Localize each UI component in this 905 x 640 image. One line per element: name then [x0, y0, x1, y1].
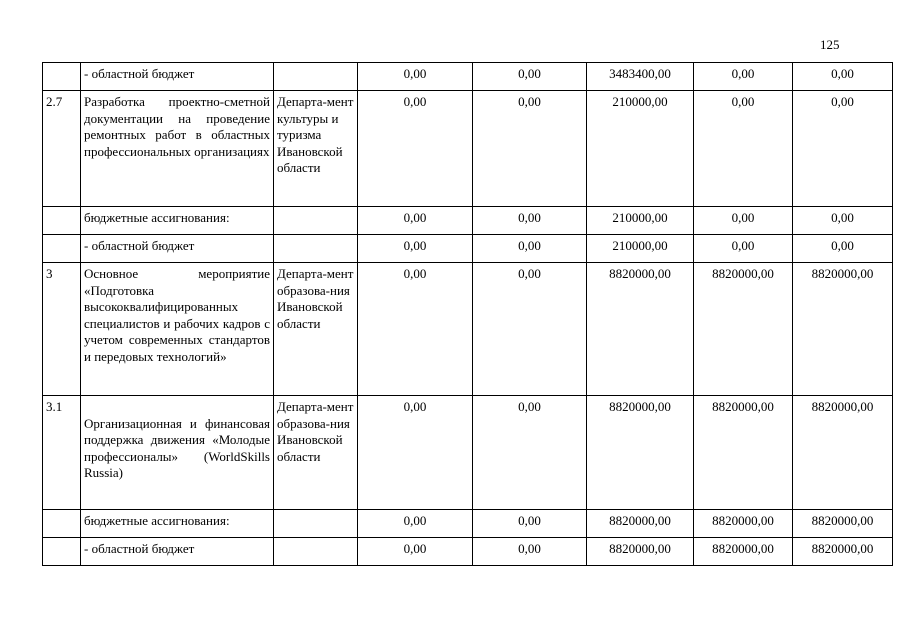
row-executor	[274, 235, 358, 263]
row-value-1: 0,00	[358, 538, 473, 566]
row-value-5: 0,00	[793, 91, 893, 207]
table-row	[43, 91, 893, 207]
row-name: - областной бюджет	[81, 63, 274, 91]
row-value-1: 0,00	[358, 510, 473, 538]
row-value-4: 0,00	[694, 235, 793, 263]
row-number: 2.7	[43, 91, 81, 207]
row-executor: Департа-мент образова-ния Ивановской области	[274, 396, 358, 510]
row-value-1: 0,00	[358, 396, 473, 510]
row-name: Основное мероприятие «Подготовка высококвалифицированных специалистов и рабочих кадров с учетом современных стандартов и передовых технологий»	[81, 263, 274, 396]
row-value-4: 8820000,00	[694, 396, 793, 510]
row-value-4: 8820000,00	[694, 510, 793, 538]
row-number	[43, 510, 81, 538]
row-value-2: 0,00	[473, 396, 587, 510]
row-value-3: 8820000,00	[587, 396, 694, 510]
row-number: 3.1	[43, 396, 81, 510]
row-value-2: 0,00	[473, 63, 587, 91]
row-value-5: 0,00	[793, 235, 893, 263]
row-executor: Департа-мент образова-ния Ивановской области	[274, 263, 358, 396]
table-row	[43, 235, 893, 263]
row-value-3: 210000,00	[587, 207, 694, 235]
row-name: бюджетные ассигнования:	[81, 207, 274, 235]
row-value-2: 0,00	[473, 235, 587, 263]
row-value-2: 0,00	[473, 207, 587, 235]
row-name: Организационная и финансовая поддержка движения «Молодые профессионалы» (WorldSkills Russia)	[81, 396, 274, 510]
table-row	[43, 63, 893, 91]
row-value-2: 0,00	[473, 510, 587, 538]
table-row	[43, 538, 893, 566]
row-value-2: 0,00	[473, 263, 587, 396]
row-value-4: 0,00	[694, 91, 793, 207]
row-value-4: 0,00	[694, 207, 793, 235]
row-name: - областной бюджет	[81, 538, 274, 566]
row-number	[43, 63, 81, 91]
row-value-5: 8820000,00	[793, 538, 893, 566]
row-executor	[274, 538, 358, 566]
row-value-3: 3483400,00	[587, 63, 694, 91]
row-value-3: 8820000,00	[587, 510, 694, 538]
row-value-2: 0,00	[473, 91, 587, 207]
row-value-1: 0,00	[358, 263, 473, 396]
row-value-2: 0,00	[473, 538, 587, 566]
row-value-3: 8820000,00	[587, 263, 694, 396]
row-executor	[274, 510, 358, 538]
page-number: 125	[820, 37, 840, 52]
row-executor	[274, 63, 358, 91]
row-value-4: 8820000,00	[694, 263, 793, 396]
row-value-4: 0,00	[694, 63, 793, 91]
row-name: Разработка проектно-сметной документации на проведение ремонтных работ в областных профессиональных организациях	[81, 91, 274, 207]
table-row	[43, 396, 893, 510]
row-value-1: 0,00	[358, 63, 473, 91]
row-name: бюджетные ассигнования:	[81, 510, 274, 538]
row-executor	[274, 207, 358, 235]
row-value-1: 0,00	[358, 207, 473, 235]
row-value-3: 8820000,00	[587, 538, 694, 566]
row-value-5: 0,00	[793, 207, 893, 235]
row-value-1: 0,00	[358, 91, 473, 207]
row-value-5: 8820000,00	[793, 396, 893, 510]
row-value-1: 0,00	[358, 235, 473, 263]
table-row	[43, 510, 893, 538]
budget-table	[42, 62, 893, 566]
row-number	[43, 207, 81, 235]
table-row	[43, 263, 893, 396]
row-name: - областной бюджет	[81, 235, 274, 263]
row-value-3: 210000,00	[587, 91, 694, 207]
row-number: 3	[43, 263, 81, 396]
row-value-5: 8820000,00	[793, 510, 893, 538]
row-number	[43, 538, 81, 566]
row-value-4: 8820000,00	[694, 538, 793, 566]
row-number	[43, 235, 81, 263]
table-row	[43, 207, 893, 235]
row-value-5: 0,00	[793, 63, 893, 91]
row-value-5: 8820000,00	[793, 263, 893, 396]
row-executor: Департа-мент культуры и туризма Ивановской области	[274, 91, 358, 207]
row-value-3: 210000,00	[587, 235, 694, 263]
